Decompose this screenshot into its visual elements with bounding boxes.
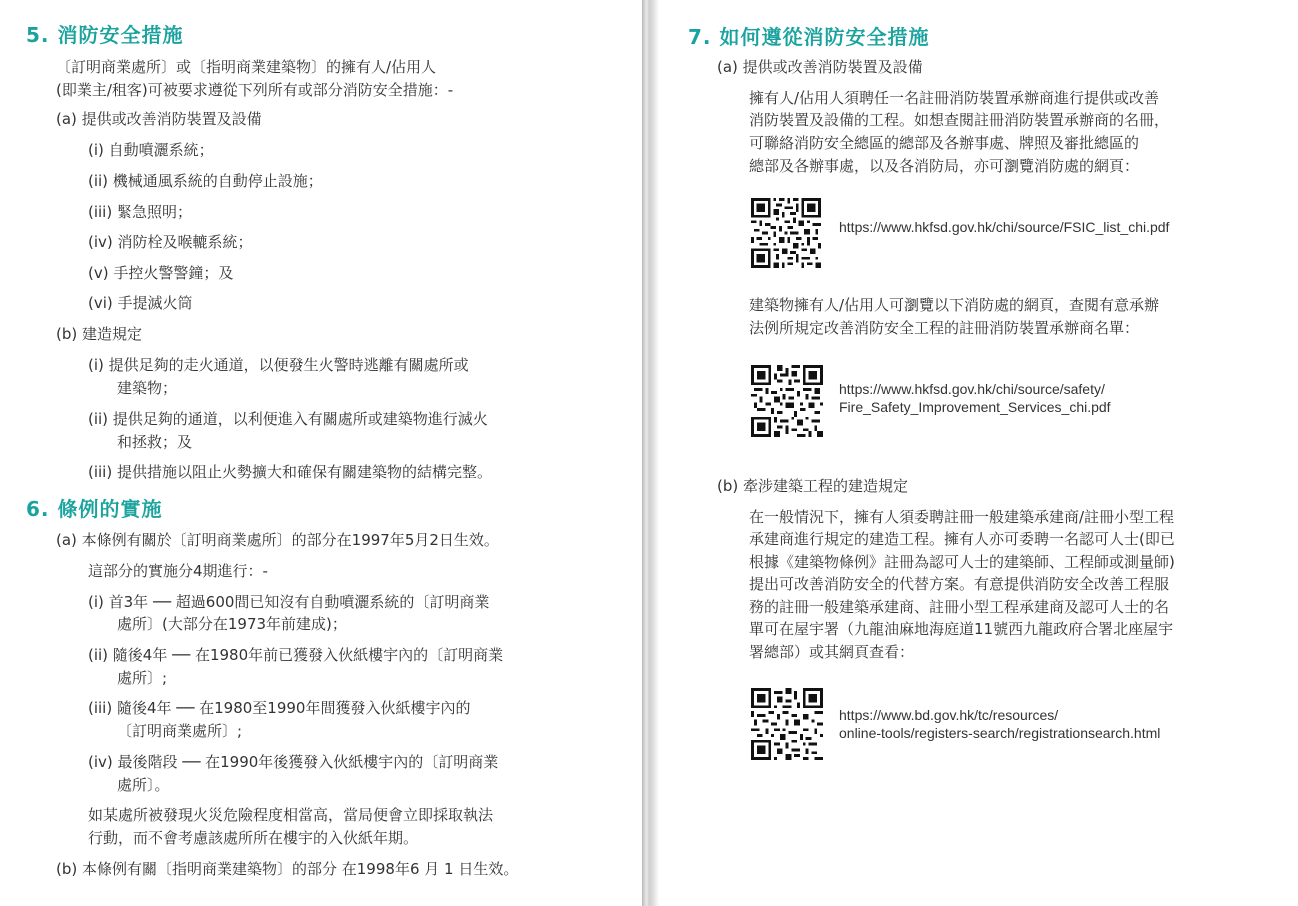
- section-7-a-para1-line-1: 擁有人/佔用人須聘任一名註冊消防裝置承辦商進行提供或改善: [749, 89, 1160, 107]
- right-page: [659, 0, 1298, 906]
- section-6-item-b: (b) 本條例有關〔指明商業建築物〕的部分 在1998年6 月 1 日生效。: [56, 860, 519, 878]
- section-5-b-item-i-line-2: 建築物；: [117, 379, 178, 397]
- section-5-b-item-iii: (iii) 提供措施以阻止火勢擴大和確保有關建築物的結構完整。: [88, 463, 492, 481]
- section-5-intro-line-1: 〔訂明商業處所〕或〔指明商業建築物〕的擁有人/佔用人: [56, 58, 437, 76]
- section-6-note-line-1: 如某處所被發現火災危險程度相當高，當局便會立即採取執法: [88, 806, 494, 824]
- section-6-phase-i-line-1: (i) 首3年 ── 超過600間已知沒有自動噴灑系統的〔訂明商業: [88, 593, 490, 611]
- section-5-a-item-iv: (iv) 消防栓及喉轆系統；: [88, 233, 253, 251]
- section-7-title: 7. 如何遵從消防安全措施: [688, 25, 930, 49]
- section-5-a-item-v: (v) 手控火警警鐘；及: [88, 264, 234, 282]
- section-6-phase-i-line-2: 處所〕(大部分在1973年前建成)；: [117, 615, 347, 633]
- bd-registers-search-url-line-2[interactable]: online-tools/registers-search/registrationsearch.html: [839, 725, 1161, 741]
- section-7-a-para1-line-4: 總部及各辦事處，以及各消防局，亦可瀏覽消防處的網頁：: [749, 157, 1140, 175]
- section-7-b-para-line-6: 單可在屋宇署（九龍油麻地海庭道11號西九龍政府合署北座屋宇: [749, 620, 1174, 638]
- section-5-a-item-iii: (iii) 緊急照明；: [88, 203, 192, 221]
- section-5-b-item-ii-line-1: (ii) 提供足夠的通道，以利便進入有關處所或建築物進行滅火: [88, 410, 488, 428]
- section-5-item-a: (a) 提供或改善消防裝置及設備: [56, 110, 262, 128]
- left-page: [0, 0, 642, 906]
- section-6-phase-iv-line-2: 處所〕。: [117, 776, 170, 794]
- section-6-phase-iii-line-2: 〔訂明商業處所〕;: [117, 722, 243, 740]
- section-7-item-a: (a) 提供或改善消防裝置及設備: [717, 58, 923, 76]
- section-7-item-b: (b) 牽涉建築工程的建造規定: [717, 477, 908, 495]
- fire-safety-improvement-url-line-2[interactable]: Fire_Safety_Improvement_Services_chi.pdf: [839, 399, 1111, 415]
- section-5-a-item-i: (i) 自動噴灑系統；: [88, 141, 214, 159]
- section-7-b-para-line-1: 在一般情況下，擁有人須委聘註冊一般建築承建商/註冊小型工程: [749, 508, 1175, 526]
- section-7-a-para1-line-2: 消防裝置及設備的工程。如想查閱註冊消防裝置承辦商的名冊，: [749, 111, 1170, 129]
- section-7-a-para1-line-3: 可聯絡消防安全總區的總部及各辦事處、牌照及審批總區的: [749, 134, 1140, 152]
- section-5-b-item-i-line-1: (i) 提供足夠的走火通道，以便發生火警時逃離有關處所或: [88, 356, 469, 374]
- section-5-title: 5. 消防安全措施: [26, 23, 184, 47]
- section-7-b-para-line-3: 根據《建築物條例》註冊為認可人士的建築師、工程師或測量師): [749, 553, 1175, 571]
- section-6-note-line-2: 行動，而不會考慮該處所所在樓宇的入伙紙年期。: [88, 829, 419, 847]
- section-7-b-para-line-7: 署總部）或其網頁查看：: [749, 643, 915, 661]
- section-7-b-para-line-5: 務的註冊一般建築承建商、註冊小型工程承建商及認可人士的名: [749, 598, 1170, 616]
- qr-code-icon: [751, 688, 823, 760]
- section-6-a-intro: 這部分的實施分4期進行：-: [88, 562, 268, 580]
- section-7-a-para2-line-1: 建築物擁有人/佔用人可瀏覽以下消防處的網頁，查閱有意承辦: [749, 296, 1160, 314]
- section-5-a-item-ii: (ii) 機械通風系統的自動停止設施；: [88, 172, 323, 190]
- section-6-phase-iv-line-1: (iv) 最後階段 ── 在1990年後獲發入伙紙樓宇內的〔訂明商業: [88, 753, 499, 771]
- section-5-item-b: (b) 建造規定: [56, 325, 142, 343]
- section-5-a-item-vi: (vi) 手提滅火筒: [88, 294, 193, 312]
- section-7-a-para2-line-2: 法例所規定改善消防安全工程的註冊消防裝置承辦商名單：: [749, 319, 1140, 337]
- fire-safety-improvement-url-line-1[interactable]: https://www.hkfsd.gov.hk/chi/source/safety/: [839, 381, 1105, 397]
- qr-code-icon: [751, 365, 823, 437]
- section-7-b-para-line-2: 承建商進行規定的建造工程。擁有人亦可委聘一名認可人士(即已: [749, 530, 1175, 548]
- bd-registers-search-url-line-1[interactable]: https://www.bd.gov.hk/tc/resources/: [839, 707, 1059, 723]
- section-6-item-a: (a) 本條例有關於〔訂明商業處所〕的部分在1997年5月2日生效。: [56, 531, 499, 549]
- section-6-phase-iii-line-1: (iii) 隨後4年 ── 在1980至1990年間獲發入伙紙樓宇內的: [88, 699, 471, 717]
- section-6-phase-ii-line-2: 處所〕;: [117, 669, 168, 687]
- section-5-b-item-ii-line-2: 和拯救；及: [117, 433, 193, 451]
- section-7-b-para-line-4: 提出可改善消防安全的代替方案。有意提供消防安全改善工程服: [749, 575, 1170, 593]
- qr-code-icon: [751, 198, 821, 268]
- page-gutter: [642, 0, 659, 906]
- section-6-title: 6. 條例的實施: [26, 497, 163, 521]
- section-5-intro-line-2: (即業主/租客)可被要求遵從下列所有或部分消防安全措施：-: [56, 81, 454, 99]
- section-6-phase-ii-line-1: (ii) 隨後4年 ── 在1980年前已獲發入伙紙樓宇內的〔訂明商業: [88, 646, 504, 664]
- fsic-list-url[interactable]: https://www.hkfsd.gov.hk/chi/source/FSIC_list_chi.pdf: [839, 219, 1170, 235]
